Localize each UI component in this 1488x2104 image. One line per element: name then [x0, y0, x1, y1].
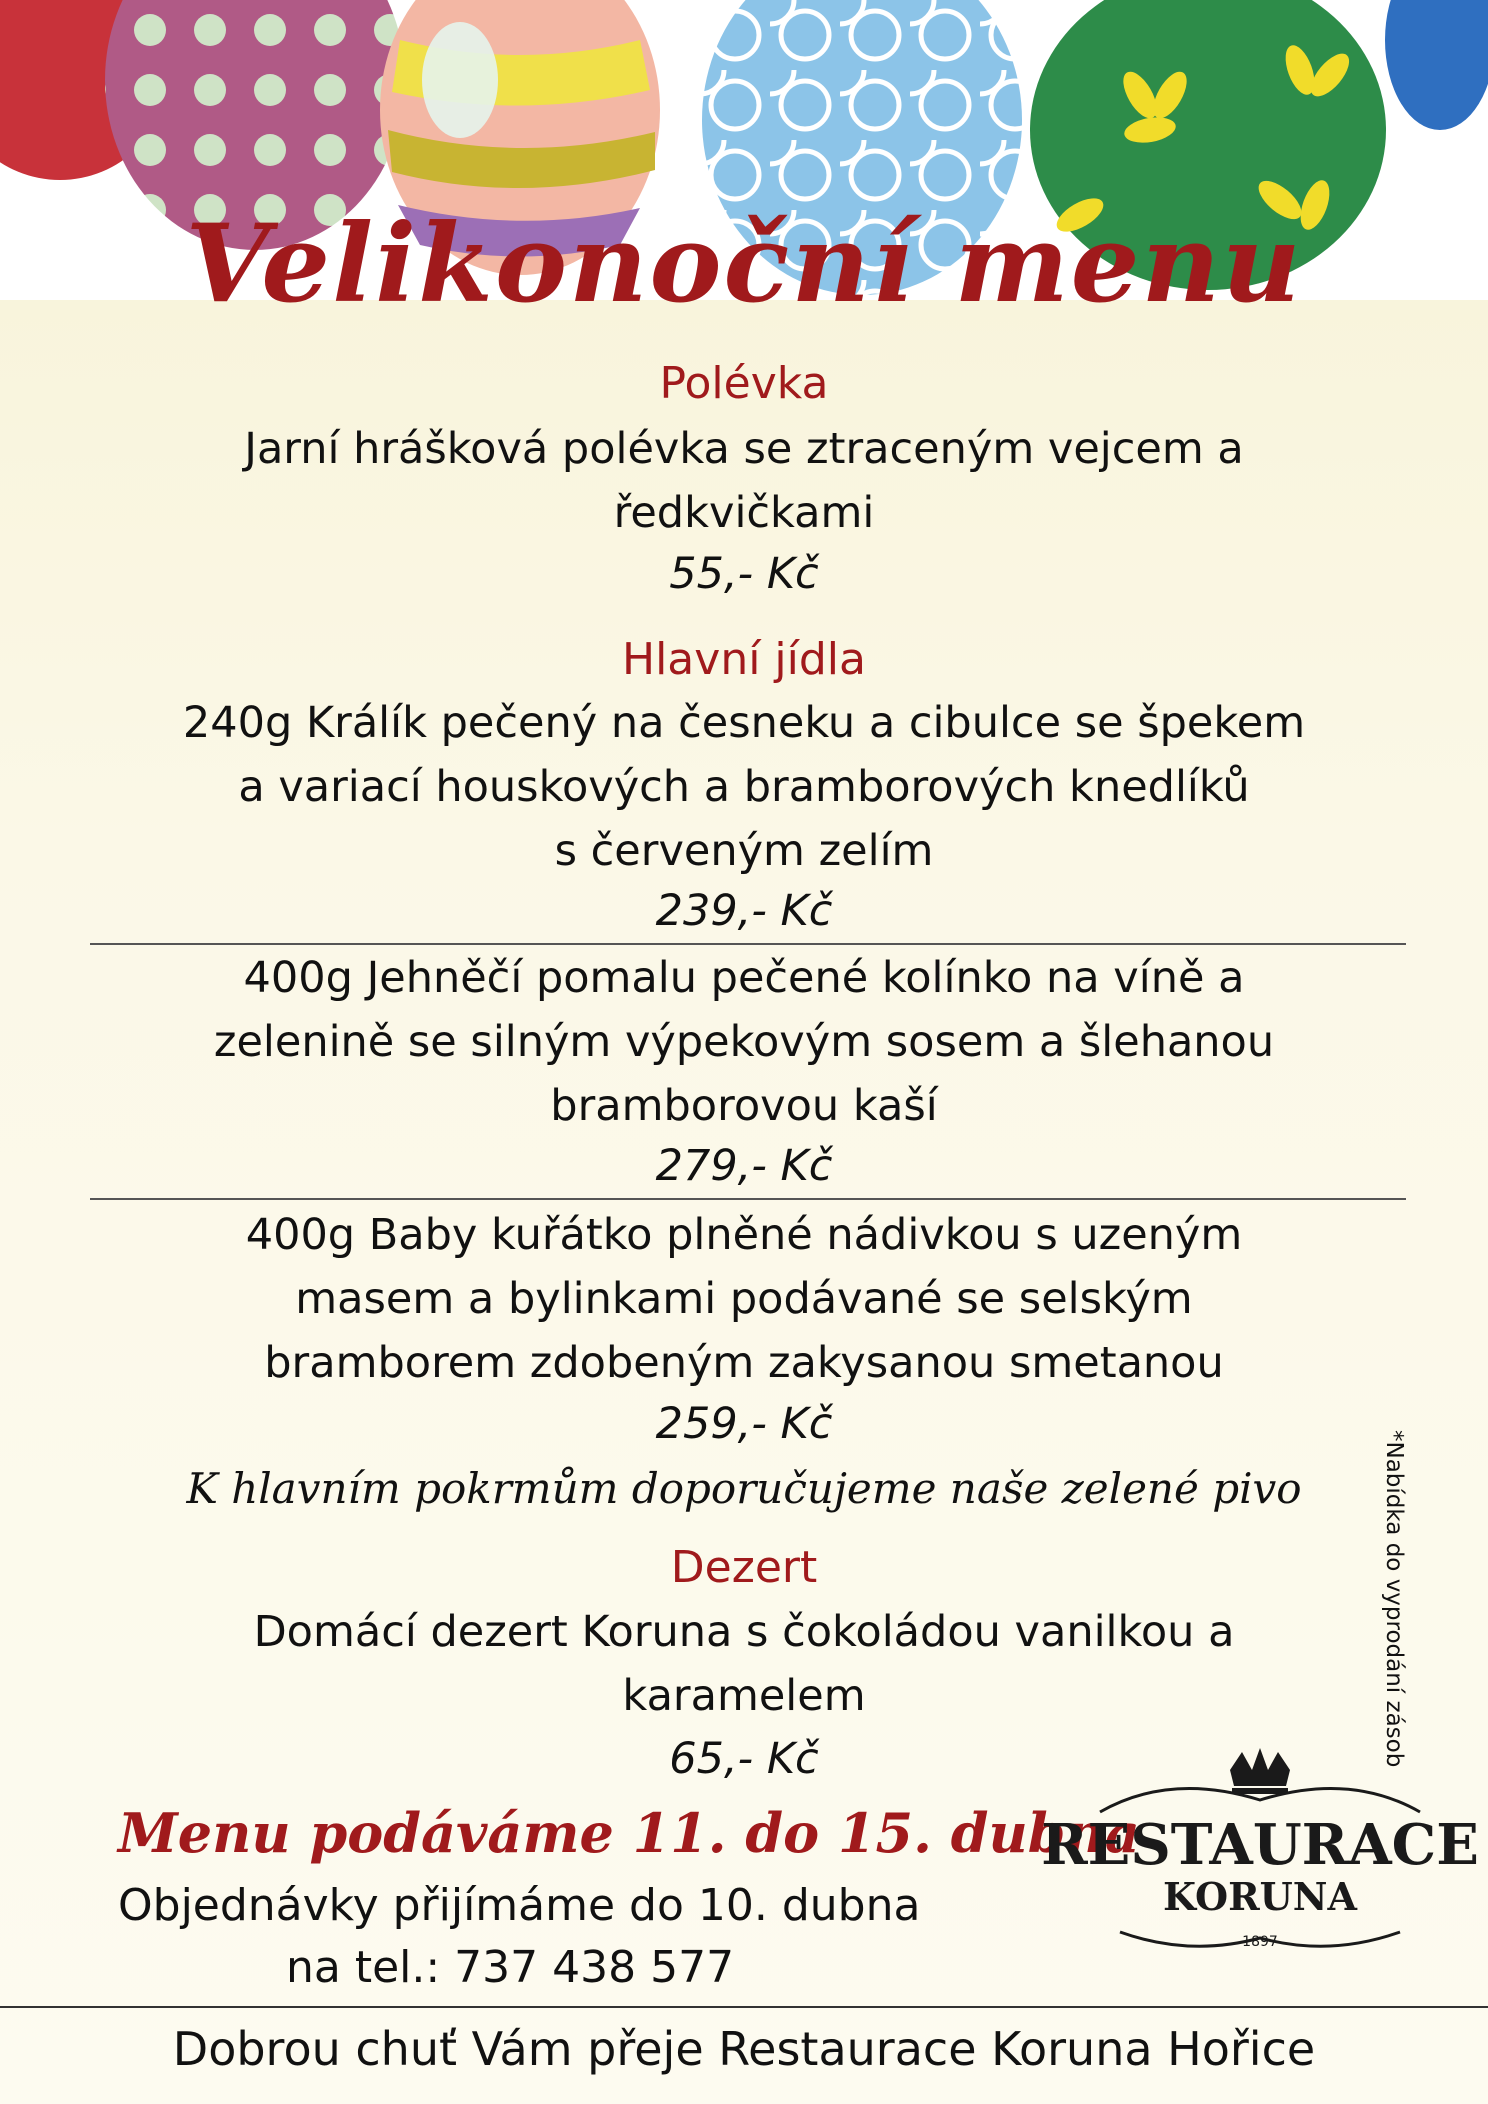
soup-line: ředkvičkami: [613, 488, 875, 538]
orders-deadline: Objednávky přijímáme do 10. dubna: [118, 1880, 921, 1931]
svg-text:KORUNA: KORUNA: [1162, 1874, 1358, 1919]
main-item-line: 400g Baby kuřátko plněné nádivkou s uzeným: [245, 1210, 1243, 1260]
soup-line: Jarní hrášková polévka se ztraceným vejcem a: [244, 424, 1244, 474]
soup-price: 55,- Kč: [669, 549, 819, 599]
crown-icon: [1230, 1748, 1290, 1794]
footer-text: Dobrou chuť Vám přeje Restaurace Koruna Hořice: [172, 2022, 1316, 2076]
divider: [90, 943, 1406, 945]
main-item-line: masem a bylinkami podávané se selským: [295, 1274, 1193, 1324]
dessert-price: 65,- Kč: [669, 1734, 819, 1784]
main-item-line: zelenině se silným výpekovým sosem a šlehanou: [213, 1017, 1275, 1067]
main-item-line: bramborovou kaší: [550, 1081, 938, 1131]
divider: [90, 1198, 1406, 1200]
main-item-line: 400g Jehněčí pomalu pečené kolínko na víně a: [243, 953, 1245, 1003]
main-item-line: 240g Králík pečený na česneku a cibulce se špekem: [182, 698, 1306, 748]
phone-number: na tel.: 737 438 577: [286, 1942, 735, 1993]
section-heading-main: Hlavní jídla: [622, 634, 866, 685]
main-item-price-rabbit: 239,- Kč: [655, 886, 833, 936]
menu-title: Velikonoční menu: [185, 201, 1303, 327]
restaurant-logo: [1041, 1742, 1479, 1976]
main-item-line: bramborem zdobeným zakysanou smetanou: [264, 1338, 1224, 1388]
main-item-line: s červeným zelím: [554, 826, 934, 876]
blue-striped-egg: [1385, 0, 1488, 130]
beer-recommendation: K hlavním pokrmům doporučujeme naše zelené pivo: [186, 1464, 1302, 1513]
section-heading-dessert: Dezert: [670, 1542, 818, 1593]
main-item-lamb: [90, 946, 1398, 1138]
main-item-price-lamb: 279,- Kč: [655, 1141, 833, 1191]
soup-item: [90, 417, 1398, 545]
svg-text:RESTAURACE: RESTAURACE: [1041, 1812, 1479, 1878]
main-item-chicken: [90, 1203, 1398, 1395]
dessert-line: karamelem: [622, 1671, 866, 1721]
footer-divider: [0, 2006, 1488, 2008]
main-item-price-chicken: 259,- Kč: [655, 1399, 833, 1449]
main-item-line: a variací houskových a bramborových knedlíků: [238, 762, 1250, 812]
main-item-rabbit: [90, 691, 1398, 883]
section-heading-soup: Polévka: [659, 358, 829, 409]
dessert-item: [90, 1600, 1398, 1728]
dessert-line: Domácí dezert Koruna s čokoládou vanilkou a: [253, 1607, 1235, 1657]
svg-text:1897: 1897: [1242, 1934, 1278, 1950]
serving-dates: Menu podáváme 11. do 15. dubna: [118, 1801, 1140, 1865]
availability-note: *Nabídka do vyprodání zásob: [1381, 1430, 1407, 1768]
